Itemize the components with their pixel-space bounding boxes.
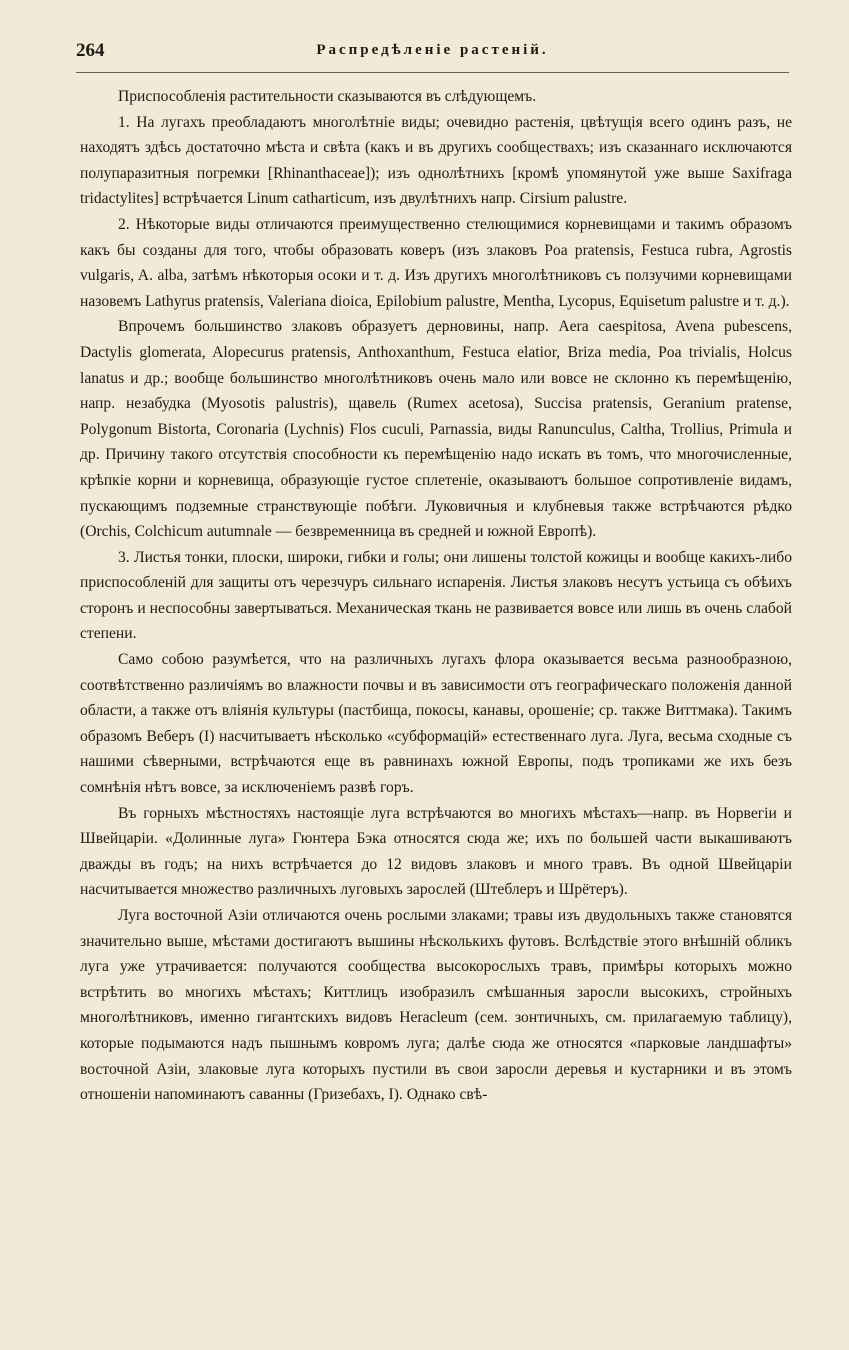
- paragraph-5: Само собою разумѣется, что на различныхъ лугахъ флора оказывается весьма разнообразною, соотвѣтственно различіямъ во влажности почвы и въ зависимости отъ географическаго положенія данной области, а также отъ вліянія культуры (пастбища, покосы, канавы, орошеніе; ср. также Виттмака). Такимъ образомъ Веберъ (I) насчитываетъ нѣсколько «субформацій» естественнаго луга. Луга, весьма сходные съ нашими сѣверными, встрѣчаются еще въ равнинахъ южной Европы, подъ тропиками же ихъ безъ сомнѣнія нѣтъ вовсе, за исключеніемъ развѣ горъ.: [80, 651, 792, 797]
- paragraph-2: 2. Нѣкоторые виды отличаются преимущественно стелющимися корневищами и такимъ образомъ какъ бы созданы для того, чтобы образовать коверъ (изъ злаковъ Poa pratensis, Festuca rubra, Agrostis vulgaris, A. alba, затѣмъ нѣкоторыя осоки и т. д. Изъ другихъ многолѣтниковъ съ ползучими корневищами назовемъ Lathyrus pratensis, Valeriana dioica, Epilobium palustre, Mentha, Lycopus, Equisetum palustre и т. д.).: [80, 215, 792, 310]
- page-number: 264: [76, 40, 105, 61]
- paragraph-7: Луга восточной Азіи отличаются очень рослыми злаками; травы изъ двудольныхъ также становятся значительно выше, мѣстами достигаютъ вышины нѣсколькихъ футовъ. Вслѣдствіе этого внѣшній обликъ луга уже утрачивается: получаются сообщества высокорослыхъ травъ, примѣры которыхъ можно встрѣтить во многихъ мѣстахъ; Киттлицъ изобразилъ смѣшанныя заросли высокихъ, стройныхъ многолѣтниковъ, именно гигантскихъ видовъ Heracleum (сем. зонтичныхъ, см. прилагаемую таблицу), которые подымаются надъ пышнымъ ковромъ луга; далѣе сюда же относятся «парковые ландшафты» восточной Азіи, злаковые луга которыхъ пустили въ свои заросли деревья и кустарники и въ этомъ отношеніи напоминаютъ саванны (Гризебахъ, I). Однако свѣ-: [80, 907, 792, 1104]
- running-title: Распредѣленіе растеній.: [316, 42, 549, 58]
- paragraph-intro: Приспособленія растительности сказываются въ слѣдующемъ.: [118, 88, 537, 105]
- paragraph-4: 3. Листья тонки, плоски, широки, гибки и голы; они лишены толстой кожицы и вообще какихъ-либо приспособленій для защиты отъ черезчуръ сильнаго испаренія. Листья злаковъ несутъ устьица съ обѣихъ сторонъ и неспособны завертываться. Механическая ткань не развивается вовсе или лишь въ очень слабой степени.: [80, 548, 792, 643]
- text-body: [80, 84, 792, 1108]
- header-rule: [76, 72, 789, 73]
- paragraph-6: Въ горныхъ мѣстностяхъ настоящіе луга встрѣчаются во многихъ мѣстахъ—напр. въ Норвегіи и Швейцаріи. «Долинные луга» Гюнтера Бэка относятся сюда же; ихъ по большей части выкашиваютъ дважды въ годъ; на нихъ встрѣчается до 12 видовъ злаковъ и много травъ. Въ одной Швейцаріи насчитывается множество различныхъ луговыхъ зарослей (Штеблеръ и Шрётеръ).: [80, 804, 792, 899]
- paragraph-3: Впрочемъ большинство злаковъ образуетъ дерновины, напр. Aera caespitosa, Avena pubescens, Dactylis glomerata, Alopecurus pratensis, Anthoxanthum, Festuca elatior, Briza media, Poa trivialis, Holcus lanatus и др.; вообще большинство многолѣтниковъ очень мало или вовсе не склонно къ перемѣщенію, напр. незабудка (Myosotis palustris), щавель (Rumex acetosa), Succisa pratensis, Geranium pratense, Polygonum Bistorta, Coronaria (Lychnis) Flos cuculi, Parnassia, виды Ranunculus, Caltha, Trollius, Primula и др. Причину такого отсутствія способности къ перемѣщенію надо искать въ томъ, что многочисленные, крѣпкіе корни и корневища, образующіе густое сплетеніе, оказываютъ большое сопротивленіе видамъ, пускающимъ подземные странствующіе побѣги. Луковичныя и клубневыя также встрѣчаются рѣдко (Orchis, Colchicum autumnale — безвременница въ средней и южной Европѣ).: [80, 318, 792, 541]
- paragraph-1: 1. На лугахъ преобладаютъ многолѣтніе виды; очевидно растенія, цвѣтущія всего одинъ разъ, не находятъ здѣсь достаточно мѣста и свѣта (какъ и въ другихъ сообществахъ; изъ сказаннаго исключаются полупаразитныя погремки [Rhinanthaceae]); изъ однолѣтнихъ [кромѣ упомянутой уже выше Saxifraga tridactylites] встрѣчается Linum catharticum, изъ двулѣтнихъ напр. Cirsium palustre.: [80, 113, 792, 208]
- page-header: [76, 40, 789, 74]
